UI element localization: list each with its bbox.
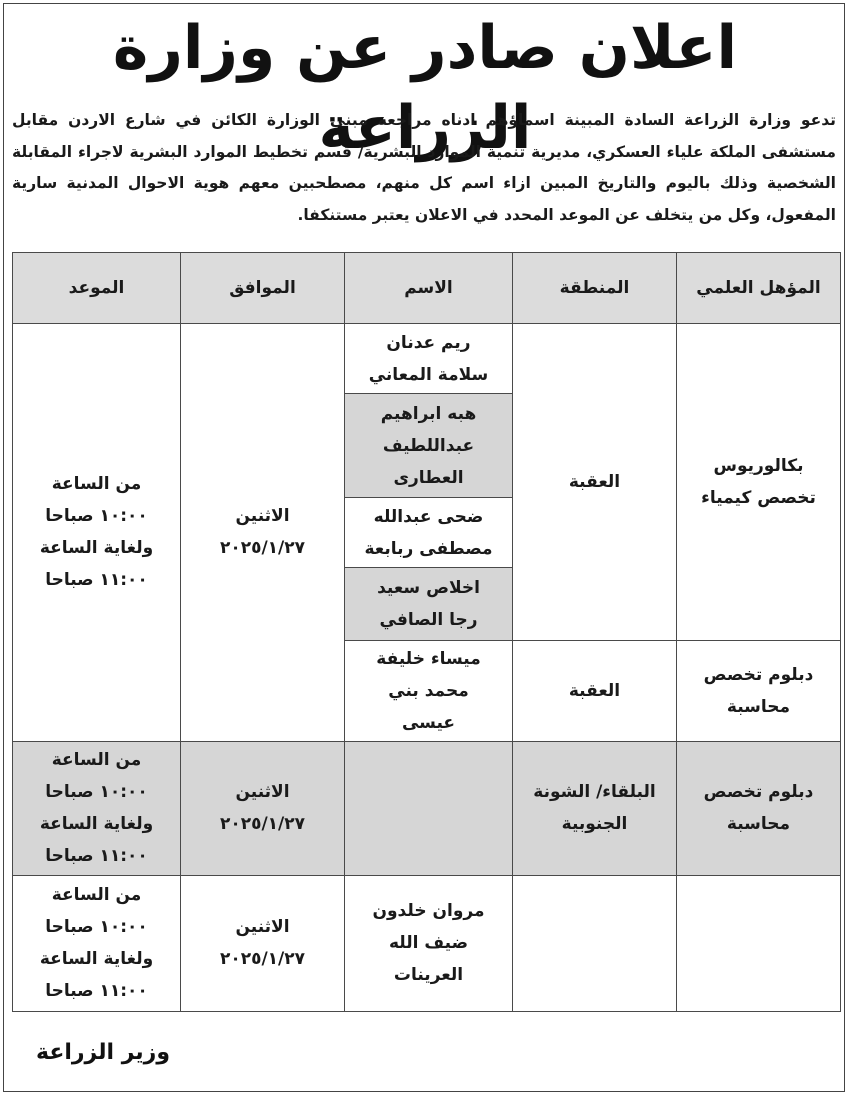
qualification-cell: دبلوم تخصص محاسبة [677, 741, 841, 875]
name-entry: اخلاص سعيد رجا الصافي [345, 568, 512, 640]
header-qualification: المؤهل العلمي [677, 253, 841, 324]
header-day: الموافق [181, 253, 345, 324]
name-entry: ضحى عبدالله مصطفى ربابعة [345, 498, 512, 568]
day-cell: الاثنين ٢٠٢٥/١/٢٧ [181, 875, 345, 1011]
day-cell: الاثنين ٢٠٢٥/١/٢٧ [181, 741, 345, 875]
qualification-cell: بكالوريوس تخصص كيمياء [677, 324, 841, 641]
table-header-row [13, 253, 841, 324]
name-entry: ريم عدنان سلامة المعاني [345, 324, 512, 394]
page-title: اعلان صادر عن وزارة الزراعة [112, 13, 738, 163]
qualification-cell: دبلوم تخصص محاسبة [677, 641, 841, 741]
region-cell: العقبة [513, 324, 677, 641]
region-cell: البلقاء/ الشونة الجنوبية [513, 741, 677, 875]
names-cell [345, 324, 513, 641]
appointment-cell: من الساعة ١٠:٠٠ صباحا ولغاية الساعة ١١:٠٠ صباحا [13, 324, 181, 742]
table-row [13, 324, 841, 641]
table-row [13, 875, 841, 1011]
interview-table [12, 252, 841, 1012]
day-cell: الاثنين ٢٠٢٥/١/٢٧ [181, 324, 345, 742]
name-entry: ميساء خليفة محمد بني عيسى [345, 641, 513, 741]
name-entry: مروان خلدون ضيف الله العرينات [345, 875, 513, 1011]
signature: وزير الزراعة [35, 1040, 170, 1065]
appointment-cell: من الساعة ١٠:٠٠ صباحا ولغاية الساعة ١١:٠٠ صباحا [13, 875, 181, 1011]
header-region: المنطقة [513, 253, 677, 324]
header-name: الاسم [345, 253, 513, 324]
table-row [13, 741, 841, 875]
appointment-cell: من الساعة ١٠:٠٠ صباحا ولغاية الساعة ١١:٠٠ صباحا [13, 741, 181, 875]
name-entry [345, 741, 513, 875]
header-appointment: الموعد [13, 253, 181, 324]
region-cell: العقبة [513, 641, 677, 741]
region-cell [513, 875, 677, 1011]
intro-paragraph: تدعو وزارة الزراعة السادة المبينة اسماؤهم ادناه مراجعة مبنى الوزارة الكائن في شارع الاردن مقابل مستشفى الملكة علياء العسكري، مديرية تنمية الموارد البشرية/ قسم تخطيط الموارد البشرية لاجراء المقابلة الشخصية وذلك باليوم والتاريخ المبين ازاء اسم كل منهم، مصطحبين معهم هوية الاحوال المدنية سارية المفعول، وكل من يتخلف عن الموعد المحدد في الاعلان يعتبر مستنكفا. [12, 111, 836, 224]
qualification-cell [677, 875, 841, 1011]
name-entry: هبه ابراهيم عبداللطيف العطارى [345, 394, 512, 498]
